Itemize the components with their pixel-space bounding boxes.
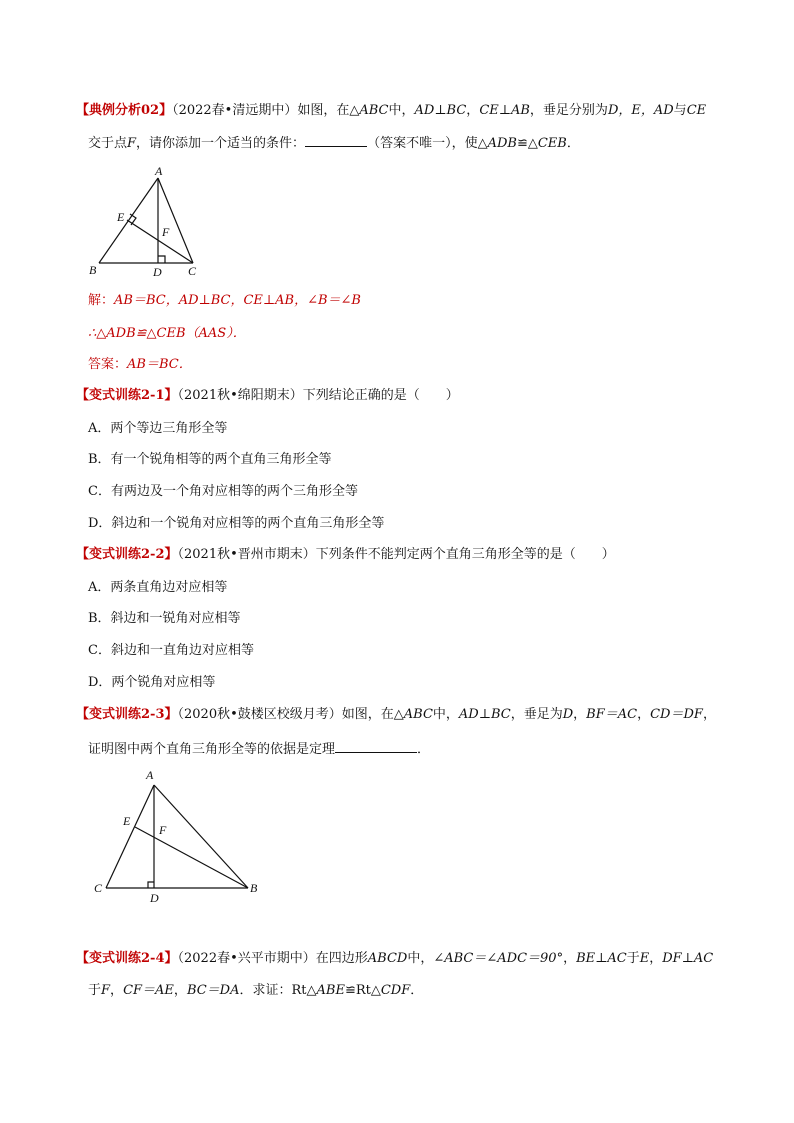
- q21-option-d[interactable]: D．斜边和一个锐角对应相等的两个直角三角形全等: [88, 516, 385, 531]
- math: BF＝AC: [586, 707, 638, 722]
- q21-question: 下列结论正确的是（ ）: [302, 388, 459, 403]
- example-tag: 【典例分析02】: [76, 103, 173, 118]
- text: ，: [173, 983, 187, 998]
- math: CEB: [537, 136, 567, 151]
- right-angle-mark-d: [148, 882, 154, 888]
- math: E: [639, 951, 650, 966]
- answer-blank[interactable]: [335, 739, 417, 753]
- q23-line-1: [76, 706, 716, 724]
- label-a: A: [155, 164, 163, 178]
- solution-line-1: [88, 292, 361, 310]
- q22-question: 下列条件不能判定两个直角三角形全等的是（ ）: [315, 547, 615, 562]
- q22-option-c[interactable]: C．斜边和一直角边对应相等: [88, 643, 254, 658]
- text: 与: [673, 103, 687, 118]
- segment-be: [135, 827, 248, 888]
- text: ≌△: [516, 136, 538, 151]
- math: F: [127, 136, 137, 151]
- q24-source: （2022春•兴平市期中）: [177, 951, 316, 966]
- answer-blank[interactable]: [305, 133, 367, 147]
- label-d: D: [153, 265, 162, 279]
- text: ，: [110, 983, 124, 998]
- math: ∠ABC＝∠ADC＝90°: [433, 951, 564, 966]
- q23-line-2: [88, 739, 430, 759]
- math: ABC: [359, 103, 389, 118]
- text: ，: [466, 103, 480, 118]
- q22-source: （2021秋•晋州市期末）: [177, 547, 316, 562]
- text: ．: [410, 983, 424, 998]
- math: BE⊥AC: [576, 951, 627, 966]
- q21-option-b[interactable]: B．有一个锐角相等的两个直角三角形全等: [88, 452, 332, 467]
- label-c: C: [188, 264, 197, 278]
- q23-source: （2020秋•鼓楼区校级月考）: [177, 707, 342, 722]
- answer-text: AB＝BC．: [127, 357, 192, 372]
- math: ABC: [403, 707, 433, 722]
- label-c: C: [94, 881, 103, 895]
- q23-figure: [92, 767, 272, 907]
- example-source: （2022春•清远期中）: [172, 103, 298, 118]
- text: ，: [637, 707, 651, 722]
- q24-tag: 【变式训练2-4】: [76, 951, 178, 966]
- text: ，: [563, 951, 577, 966]
- q22-option-d[interactable]: D．两个锐角对应相等: [88, 675, 216, 690]
- solution-text: AB＝BC，AD⊥BC，CE⊥AB，∠B＝∠B: [114, 293, 361, 308]
- text: 如图，在△: [341, 707, 404, 722]
- q22-option-a[interactable]: A．两条直角边对应相等: [88, 580, 228, 595]
- label-f: F: [162, 225, 170, 239]
- text: 于: [626, 951, 640, 966]
- text: ，: [649, 951, 663, 966]
- text: 交于点: [88, 136, 128, 151]
- side-ab: [154, 785, 248, 888]
- label-d: D: [150, 891, 159, 905]
- text: 中，: [388, 103, 415, 118]
- solution-conclusion: ∴△ADB≌△CEB（AAS）．: [88, 326, 246, 341]
- q21-option-a[interactable]: A．两个等边三角形全等: [88, 421, 228, 436]
- side-ac: [158, 178, 193, 263]
- math: CD＝DF: [650, 707, 703, 722]
- example-line-2: [88, 133, 580, 153]
- label-b: B: [89, 263, 97, 277]
- solution-line-2: [88, 325, 246, 343]
- text: ．: [566, 136, 580, 151]
- math: CE: [686, 103, 707, 118]
- math: AD⊥BC: [458, 707, 511, 722]
- example-line-1: [76, 102, 706, 120]
- text: ，: [573, 707, 587, 722]
- text: （答案不唯一），使△: [367, 136, 488, 151]
- math: ABCD: [367, 951, 408, 966]
- label-b: B: [250, 881, 258, 895]
- text: 中，: [407, 951, 434, 966]
- text: 如图，在△: [297, 103, 360, 118]
- solution-prefix: 解：: [88, 293, 115, 308]
- text: 在四边形: [315, 951, 368, 966]
- label-e: E: [117, 210, 125, 224]
- math: ADB: [487, 136, 517, 151]
- right-angle-mark-d: [158, 256, 165, 263]
- math: DF⊥AC: [662, 951, 714, 966]
- text: ，请你添加一个适当的条件：: [136, 136, 306, 151]
- math: CE⊥AB: [479, 103, 530, 118]
- math: ABE: [316, 983, 345, 998]
- math: BC＝DA: [186, 983, 240, 998]
- q24-line-2: [88, 982, 423, 1000]
- q21-option-c[interactable]: C．有两边及一个角对应相等的两个三角形全等: [88, 484, 358, 499]
- math: D: [562, 707, 574, 722]
- q21-source: （2021秋•绵阳期末）: [177, 388, 303, 403]
- text: ．求证：Rt△: [239, 983, 317, 998]
- text: 证明图中两个直角三角形全等的依据是定理: [88, 742, 336, 757]
- text: ，垂足分别为: [529, 103, 608, 118]
- math: CF＝AE: [123, 983, 174, 998]
- label-e: E: [123, 814, 131, 828]
- text: 中，: [432, 707, 459, 722]
- solution-answer: [88, 356, 192, 374]
- q22-option-b[interactable]: B．斜边和一锐角对应相等: [88, 611, 241, 626]
- math: F: [101, 983, 111, 998]
- text: ，: [702, 707, 716, 722]
- side-ac: [106, 785, 154, 888]
- math: AD⊥BC: [414, 103, 467, 118]
- q22-tag: 【变式训练2-2】: [76, 547, 178, 562]
- q21-stem: [76, 387, 459, 405]
- q23-tag: 【变式训练2-3】: [76, 707, 178, 722]
- text: ≌Rt△: [344, 983, 381, 998]
- label-f: F: [159, 823, 167, 837]
- answer-prefix: 答案：: [88, 357, 128, 372]
- label-a: A: [146, 768, 154, 782]
- text: 于: [88, 983, 102, 998]
- text: ，垂足为: [510, 707, 563, 722]
- q21-tag: 【变式训练2-1】: [76, 388, 178, 403]
- q22-stem: [76, 546, 615, 564]
- math: D，E，AD: [607, 103, 674, 118]
- q24-line-1: [76, 950, 713, 968]
- example-figure: [85, 164, 215, 284]
- math: CDF: [380, 983, 411, 998]
- text: ．: [417, 742, 431, 757]
